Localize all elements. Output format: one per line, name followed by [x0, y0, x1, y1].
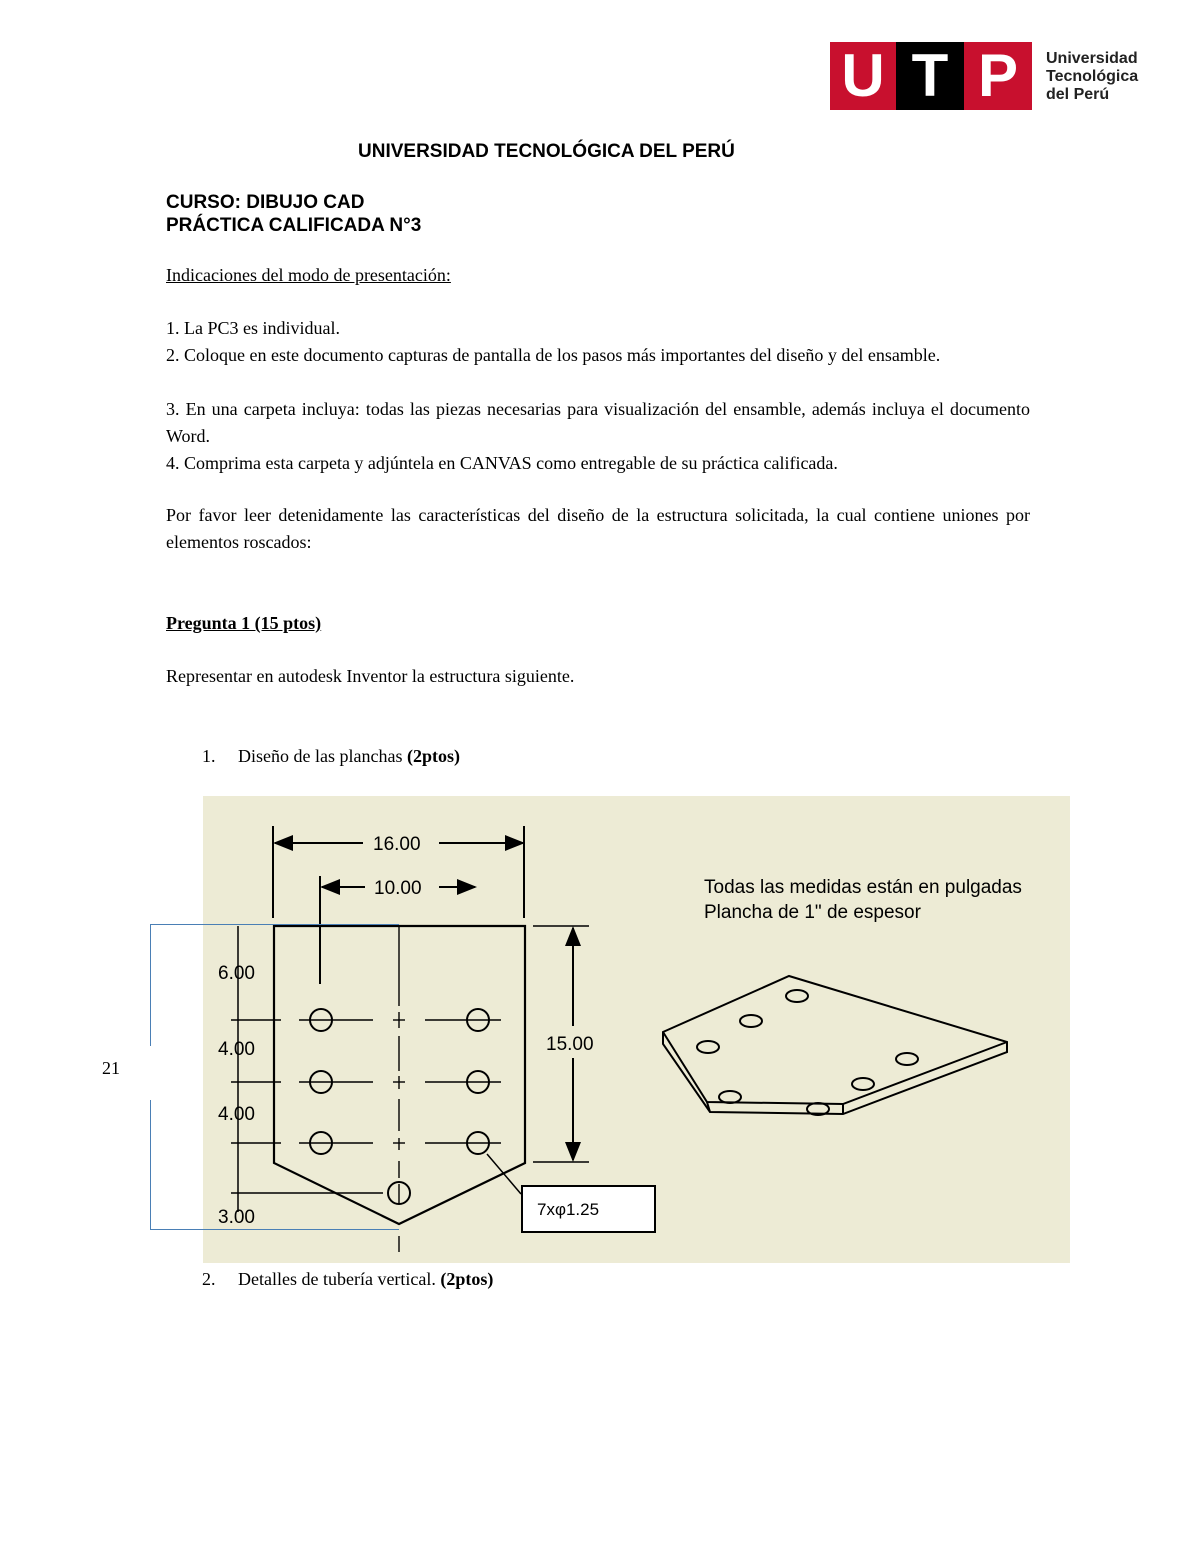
step-1-text: Diseño de las planchas [238, 746, 407, 766]
step-2-text: Detalles de tubería vertical. [238, 1269, 441, 1289]
side-bracket [150, 924, 399, 1230]
step-2 [202, 1266, 493, 1293]
instruction-item-3: 3. En una carpeta incluya: todas las piezas necesarias para visualización del ensamble, además incluya el documento Word. [166, 399, 1030, 446]
bracket-gap [140, 1046, 160, 1100]
step-1-points: (2ptos) [406, 746, 460, 766]
side-number: 21 [102, 1058, 120, 1078]
step-1 [202, 743, 460, 770]
logo-line-2: Tecnológica [1046, 68, 1139, 85]
logo-line-3: del Perú [1046, 86, 1110, 103]
step-1-number: 1. [202, 746, 216, 766]
instruction-item-4: 4. Comprima esta carpeta y adjúntela en CANVAS como entregable de su práctica calificada. [166, 453, 838, 473]
dim-v1-label: 6.00 [218, 963, 255, 984]
dim-height-label: 15.00 [546, 1034, 594, 1055]
utp-logo [830, 42, 1140, 110]
instructions-title: Indicaciones del modo de presentación: [166, 265, 451, 285]
dim-v4-label: 3.00 [218, 1207, 255, 1228]
hole-callout: 7xφ1.25 [537, 1200, 600, 1219]
step-2-points: (2ptos) [440, 1269, 494, 1289]
logo-letter-p: P [964, 42, 1032, 110]
course-heading [166, 191, 421, 237]
question-title: Pregunta 1 (15 ptos) [166, 613, 322, 633]
instruction-item-1: 1. La PC3 es individual. [166, 318, 340, 338]
dim-v2-label: 4.00 [218, 1039, 255, 1060]
instruction-item-2: 2. Coloque en este documento capturas de pantalla de los pasos más importantes del diseño y del ensamble. [166, 345, 941, 365]
dim-inner-label: 10.00 [374, 878, 422, 899]
instructions-note: Por favor leer detenidamente las características del diseño de la estructura solicitada, la cual contiene uniones por elementos roscados: [166, 505, 1030, 552]
logo-letter-t: T [896, 42, 964, 110]
university-heading: UNIVERSIDAD TECNOLÓGICA DEL PERÚ [358, 141, 735, 162]
drawing-note-1: Todas las medidas están en pulgadas [704, 877, 1022, 898]
dim-v3-label: 4.00 [218, 1104, 255, 1125]
course-title: CURSO: DIBUJO CAD [166, 192, 365, 213]
drawing-note-2: Plancha de 1" de espesor [704, 902, 921, 923]
logo-letter-u: U [830, 42, 896, 110]
dim-width-label: 16.00 [373, 834, 421, 855]
practice-title: PRÁCTICA CALIFICADA N°3 [166, 215, 422, 236]
logo-wordmark [1046, 50, 1138, 104]
logo-line-1: Universidad [1046, 50, 1138, 67]
question-statement: Representar en autodesk Inventor la estructura siguiente. [166, 666, 575, 686]
step-2-number: 2. [202, 1269, 216, 1289]
